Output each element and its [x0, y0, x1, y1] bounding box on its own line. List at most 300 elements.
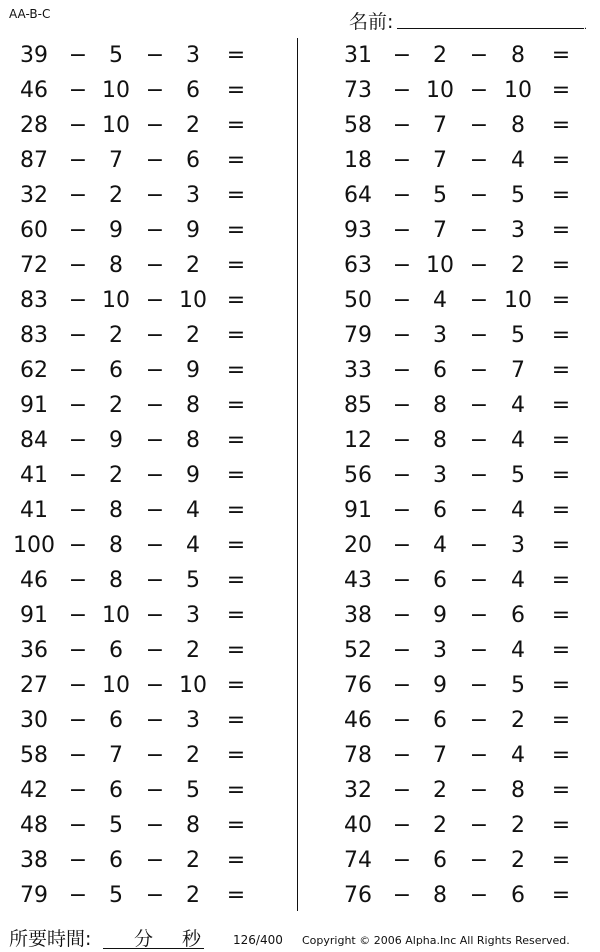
- subtrahend-2: 10: [504, 78, 532, 103]
- problem-row: [0, 458, 297, 493]
- minuend: 39: [20, 43, 48, 68]
- subtrahend-2: 9: [186, 358, 200, 383]
- subtrahend-1: 7: [433, 218, 447, 243]
- subtrahend-1: 2: [433, 778, 447, 803]
- subtrahend-1: 2: [109, 463, 123, 488]
- equals-sign: =: [226, 43, 246, 68]
- subtrahend-2: 7: [511, 358, 525, 383]
- subtrahend-2: 2: [186, 743, 200, 768]
- subtrahend-2: 10: [504, 288, 532, 313]
- minus-sign-2: −: [469, 498, 489, 523]
- subtrahend-2: 10: [179, 673, 207, 698]
- equals-sign: =: [551, 428, 571, 453]
- minuend: 50: [344, 288, 372, 313]
- minuend: 32: [344, 778, 372, 803]
- minuend: 31: [344, 43, 372, 68]
- subtrahend-1: 7: [109, 148, 123, 173]
- minuend: 52: [344, 638, 372, 663]
- subtrahend-2: 3: [511, 533, 525, 558]
- minus-sign-2: −: [145, 323, 165, 348]
- minuend: 38: [344, 603, 372, 628]
- problem-row: [298, 493, 600, 528]
- minus-sign-2: −: [145, 288, 165, 313]
- subtrahend-1: 10: [102, 78, 130, 103]
- minus-sign-2: −: [469, 778, 489, 803]
- problem-row: [0, 878, 297, 913]
- minuend: 84: [20, 428, 48, 453]
- left-problem-column: [0, 38, 297, 913]
- minus-sign-1: −: [392, 638, 412, 663]
- minus-sign-2: −: [469, 183, 489, 208]
- subtrahend-2: 4: [511, 743, 525, 768]
- equals-sign: =: [551, 463, 571, 488]
- problem-row: [298, 563, 600, 598]
- minuend: 43: [344, 568, 372, 593]
- equals-sign: =: [551, 148, 571, 173]
- minus-sign-2: −: [145, 428, 165, 453]
- subtrahend-1: 9: [109, 428, 123, 453]
- minus-sign-2: −: [145, 393, 165, 418]
- problem-row: [0, 633, 297, 668]
- equals-sign: =: [551, 113, 571, 138]
- minus-sign-2: −: [469, 603, 489, 628]
- minuend: 91: [20, 603, 48, 628]
- minus-sign-1: −: [68, 533, 88, 558]
- problem-row: [0, 388, 297, 423]
- minus-sign-2: −: [469, 288, 489, 313]
- equals-sign: =: [226, 253, 246, 278]
- minus-sign-1: −: [392, 323, 412, 348]
- problem-row: [298, 633, 600, 668]
- equals-sign: =: [226, 498, 246, 523]
- minus-sign-2: −: [469, 323, 489, 348]
- minus-sign-1: −: [392, 498, 412, 523]
- equals-sign: =: [551, 778, 571, 803]
- subtrahend-1: 6: [109, 848, 123, 873]
- minus-sign-2: −: [145, 148, 165, 173]
- problem-row: [298, 388, 600, 423]
- equals-sign: =: [551, 813, 571, 838]
- minus-sign-2: −: [469, 148, 489, 173]
- problem-row: [0, 353, 297, 388]
- minuend: 83: [20, 323, 48, 348]
- equals-sign: =: [226, 778, 246, 803]
- equals-sign: =: [551, 568, 571, 593]
- minus-sign-2: −: [145, 638, 165, 663]
- minus-sign-1: −: [68, 498, 88, 523]
- problem-row: [298, 38, 600, 73]
- minus-sign-2: −: [145, 183, 165, 208]
- subtrahend-2: 2: [511, 848, 525, 873]
- minus-sign-2: −: [469, 708, 489, 733]
- equals-sign: =: [551, 848, 571, 873]
- minuend: 93: [344, 218, 372, 243]
- minuend: 30: [20, 708, 48, 733]
- minus-sign-2: −: [469, 743, 489, 768]
- subtrahend-1: 4: [433, 533, 447, 558]
- minus-sign-1: −: [68, 218, 88, 243]
- equals-sign: =: [226, 638, 246, 663]
- minus-sign-1: −: [68, 638, 88, 663]
- subtrahend-2: 4: [511, 568, 525, 593]
- subtrahend-2: 5: [511, 323, 525, 348]
- minus-sign-1: −: [392, 43, 412, 68]
- minuend: 64: [344, 183, 372, 208]
- name-field[interactable]: [349, 6, 587, 32]
- minus-sign-1: −: [392, 113, 412, 138]
- equals-sign: =: [551, 603, 571, 628]
- equals-sign: =: [226, 218, 246, 243]
- minus-sign-1: −: [392, 813, 412, 838]
- equals-sign: =: [551, 498, 571, 523]
- subtrahend-2: 2: [511, 708, 525, 733]
- minuend: 91: [20, 393, 48, 418]
- minus-sign-2: −: [145, 43, 165, 68]
- problem-row: [298, 318, 600, 353]
- minus-sign-1: −: [68, 323, 88, 348]
- problem-row: [298, 143, 600, 178]
- subtrahend-1: 2: [433, 813, 447, 838]
- subtrahend-1: 2: [109, 183, 123, 208]
- subtrahend-2: 8: [511, 778, 525, 803]
- minuend: 63: [344, 253, 372, 278]
- subtrahend-1: 9: [109, 218, 123, 243]
- minus-sign-2: −: [145, 673, 165, 698]
- equals-sign: =: [226, 708, 246, 733]
- minus-sign-1: −: [392, 463, 412, 488]
- subtrahend-2: 3: [186, 43, 200, 68]
- minus-sign-1: −: [68, 743, 88, 768]
- minus-sign-1: −: [68, 253, 88, 278]
- subtrahend-2: 5: [511, 673, 525, 698]
- minus-sign-2: −: [469, 428, 489, 453]
- subtrahend-2: 4: [186, 498, 200, 523]
- minus-sign-2: −: [469, 218, 489, 243]
- subtrahend-2: 5: [511, 463, 525, 488]
- minus-sign-1: −: [392, 568, 412, 593]
- subtrahend-1: 10: [102, 113, 130, 138]
- minuend: 56: [344, 463, 372, 488]
- minus-sign-2: −: [469, 813, 489, 838]
- problem-row: [0, 423, 297, 458]
- subtrahend-1: 8: [109, 568, 123, 593]
- subtrahend-1: 3: [433, 323, 447, 348]
- equals-sign: =: [551, 218, 571, 243]
- subtrahend-2: 6: [511, 603, 525, 628]
- minus-sign-1: −: [68, 463, 88, 488]
- minus-sign-2: −: [469, 883, 489, 908]
- subtrahend-1: 10: [102, 673, 130, 698]
- subtrahend-1: 6: [433, 848, 447, 873]
- minus-sign-2: −: [145, 568, 165, 593]
- minuend: 58: [344, 113, 372, 138]
- subtrahend-1: 8: [433, 883, 447, 908]
- subtrahend-1: 6: [433, 358, 447, 383]
- equals-sign: =: [226, 603, 246, 628]
- subtrahend-2: 10: [179, 288, 207, 313]
- equals-sign: =: [226, 183, 246, 208]
- minus-sign-2: −: [469, 568, 489, 593]
- minuend: 28: [20, 113, 48, 138]
- subtrahend-2: 4: [511, 638, 525, 663]
- minus-sign-2: −: [145, 708, 165, 733]
- minutes-label: 分: [134, 928, 154, 950]
- equals-sign: =: [226, 323, 246, 348]
- subtrahend-1: 6: [109, 778, 123, 803]
- worksheet-code: AA-B-C: [9, 7, 51, 21]
- problem-row: [298, 248, 600, 283]
- problem-row: [0, 668, 297, 703]
- problem-row: [298, 423, 600, 458]
- problem-row: [0, 843, 297, 878]
- minus-sign-2: −: [145, 218, 165, 243]
- problem-row: [0, 528, 297, 563]
- subtrahend-2: 8: [186, 813, 200, 838]
- minuend: 87: [20, 148, 48, 173]
- minuend: 41: [20, 463, 48, 488]
- minuend: 46: [20, 78, 48, 103]
- minuend: 36: [20, 638, 48, 663]
- subtrahend-1: 6: [433, 708, 447, 733]
- problem-row: [298, 213, 600, 248]
- minus-sign-2: −: [145, 883, 165, 908]
- subtrahend-1: 5: [109, 43, 123, 68]
- equals-sign: =: [226, 148, 246, 173]
- subtrahend-2: 5: [186, 568, 200, 593]
- minuend: 72: [20, 253, 48, 278]
- subtrahend-1: 2: [109, 393, 123, 418]
- subtrahend-2: 6: [186, 148, 200, 173]
- problem-row: [298, 178, 600, 213]
- problem-row: [298, 843, 600, 878]
- minus-sign-1: −: [68, 183, 88, 208]
- minuend: 76: [344, 673, 372, 698]
- equals-sign: =: [226, 848, 246, 873]
- problem-row: [0, 213, 297, 248]
- problem-row: [0, 493, 297, 528]
- problem-row: [0, 108, 297, 143]
- minus-sign-2: −: [469, 43, 489, 68]
- minus-sign-2: −: [145, 813, 165, 838]
- subtrahend-2: 4: [511, 148, 525, 173]
- subtrahend-1: 3: [433, 463, 447, 488]
- minuend: 78: [344, 743, 372, 768]
- minuend: 27: [20, 673, 48, 698]
- minus-sign-2: −: [469, 358, 489, 383]
- equals-sign: =: [551, 288, 571, 313]
- minus-sign-2: −: [469, 638, 489, 663]
- subtrahend-1: 9: [433, 673, 447, 698]
- problem-row: [0, 73, 297, 108]
- subtrahend-1: 8: [109, 253, 123, 278]
- minus-sign-1: −: [68, 603, 88, 628]
- subtrahend-2: 8: [511, 113, 525, 138]
- time-label: 所要時間:: [9, 928, 92, 950]
- subtrahend-2: 2: [186, 848, 200, 873]
- name-underline: [397, 28, 584, 29]
- minus-sign-1: −: [392, 883, 412, 908]
- equals-sign: =: [551, 43, 571, 68]
- equals-sign: =: [551, 358, 571, 383]
- subtrahend-1: 7: [109, 743, 123, 768]
- minus-sign-2: −: [145, 253, 165, 278]
- minus-sign-1: −: [392, 743, 412, 768]
- minus-sign-1: −: [392, 848, 412, 873]
- minus-sign-1: −: [392, 603, 412, 628]
- equals-sign: =: [551, 183, 571, 208]
- minus-sign-1: −: [68, 848, 88, 873]
- minuend: 79: [344, 323, 372, 348]
- minus-sign-1: −: [392, 358, 412, 383]
- minuend: 41: [20, 498, 48, 523]
- subtrahend-2: 3: [186, 708, 200, 733]
- minus-sign-2: −: [469, 463, 489, 488]
- subtrahend-1: 7: [433, 148, 447, 173]
- minuend: 73: [344, 78, 372, 103]
- minus-sign-1: −: [68, 883, 88, 908]
- minuend: 12: [344, 428, 372, 453]
- subtrahend-1: 8: [433, 428, 447, 453]
- subtrahend-2: 4: [511, 393, 525, 418]
- equals-sign: =: [226, 78, 246, 103]
- minus-sign-2: −: [145, 498, 165, 523]
- minuend: 42: [20, 778, 48, 803]
- equals-sign: =: [226, 428, 246, 453]
- problem-row: [298, 283, 600, 318]
- subtrahend-1: 6: [109, 638, 123, 663]
- subtrahend-2: 3: [511, 218, 525, 243]
- minus-sign-2: −: [469, 533, 489, 558]
- equals-sign: =: [551, 883, 571, 908]
- minus-sign-1: −: [68, 78, 88, 103]
- subtrahend-2: 6: [186, 78, 200, 103]
- minus-sign-2: −: [145, 848, 165, 873]
- equals-sign: =: [226, 288, 246, 313]
- minus-sign-1: −: [392, 78, 412, 103]
- footer: [0, 918, 600, 952]
- minus-sign-2: −: [469, 673, 489, 698]
- minuend: 46: [344, 708, 372, 733]
- problem-row: [0, 738, 297, 773]
- subtrahend-1: 2: [109, 323, 123, 348]
- minuend: 76: [344, 883, 372, 908]
- minuend: 33: [344, 358, 372, 383]
- problem-row: [0, 248, 297, 283]
- problem-row: [298, 528, 600, 563]
- minus-sign-1: −: [392, 428, 412, 453]
- subtrahend-1: 3: [433, 638, 447, 663]
- subtrahend-2: 2: [186, 638, 200, 663]
- minus-sign-2: −: [469, 848, 489, 873]
- minuend: 58: [20, 743, 48, 768]
- subtrahend-1: 5: [109, 813, 123, 838]
- minus-sign-2: −: [145, 603, 165, 628]
- minus-sign-2: −: [145, 358, 165, 383]
- minus-sign-1: −: [68, 813, 88, 838]
- equals-sign: =: [551, 323, 571, 348]
- problem-row: [0, 318, 297, 353]
- minus-sign-2: −: [469, 253, 489, 278]
- subtrahend-1: 5: [109, 883, 123, 908]
- equals-sign: =: [226, 813, 246, 838]
- equals-sign: =: [226, 533, 246, 558]
- minuend: 83: [20, 288, 48, 313]
- subtrahend-1: 4: [433, 288, 447, 313]
- problem-row: [0, 38, 297, 73]
- subtrahend-2: 4: [511, 428, 525, 453]
- subtrahend-2: 2: [186, 113, 200, 138]
- minuend: 91: [344, 498, 372, 523]
- subtrahend-1: 10: [102, 603, 130, 628]
- minuend: 74: [344, 848, 372, 873]
- subtrahend-1: 8: [433, 393, 447, 418]
- equals-sign: =: [226, 743, 246, 768]
- minus-sign-2: −: [469, 78, 489, 103]
- seconds-label: 秒: [182, 928, 202, 950]
- minuend: 20: [344, 533, 372, 558]
- equals-sign: =: [226, 568, 246, 593]
- minus-sign-1: −: [392, 778, 412, 803]
- subtrahend-2: 8: [186, 428, 200, 453]
- minuend: 48: [20, 813, 48, 838]
- equals-sign: =: [551, 638, 571, 663]
- problem-row: [0, 703, 297, 738]
- minus-sign-2: −: [145, 533, 165, 558]
- minus-sign-2: −: [469, 393, 489, 418]
- problem-row: [298, 668, 600, 703]
- equals-sign: =: [226, 673, 246, 698]
- minus-sign-1: −: [392, 708, 412, 733]
- problem-row: [298, 878, 600, 913]
- subtrahend-2: 8: [186, 393, 200, 418]
- subtrahend-1: 2: [433, 43, 447, 68]
- equals-sign: =: [551, 673, 571, 698]
- subtrahend-2: 2: [511, 813, 525, 838]
- subtrahend-1: 8: [109, 498, 123, 523]
- page-number: 126/400: [233, 933, 283, 947]
- subtrahend-1: 6: [433, 568, 447, 593]
- minus-sign-1: −: [392, 218, 412, 243]
- equals-sign: =: [226, 113, 246, 138]
- subtrahend-1: 5: [433, 183, 447, 208]
- minuend: 62: [20, 358, 48, 383]
- equals-sign: =: [551, 743, 571, 768]
- problem-row: [0, 773, 297, 808]
- equals-sign: =: [551, 393, 571, 418]
- subtrahend-1: 10: [426, 253, 454, 278]
- subtrahend-2: 5: [186, 778, 200, 803]
- minus-sign-1: −: [392, 288, 412, 313]
- problem-row: [298, 703, 600, 738]
- problem-row: [0, 563, 297, 598]
- equals-sign: =: [226, 883, 246, 908]
- subtrahend-1: 7: [433, 743, 447, 768]
- minus-sign-2: −: [145, 463, 165, 488]
- problem-row: [0, 598, 297, 633]
- subtrahend-1: 10: [102, 288, 130, 313]
- equals-sign: =: [226, 358, 246, 383]
- minus-sign-1: −: [68, 708, 88, 733]
- minus-sign-1: −: [392, 533, 412, 558]
- minus-sign-1: −: [68, 288, 88, 313]
- equals-sign: =: [551, 708, 571, 733]
- problem-row: [298, 598, 600, 633]
- minuend: 100: [13, 533, 55, 558]
- subtrahend-2: 3: [186, 603, 200, 628]
- problem-row: [298, 808, 600, 843]
- minus-sign-1: −: [68, 568, 88, 593]
- right-problem-column: [298, 38, 600, 913]
